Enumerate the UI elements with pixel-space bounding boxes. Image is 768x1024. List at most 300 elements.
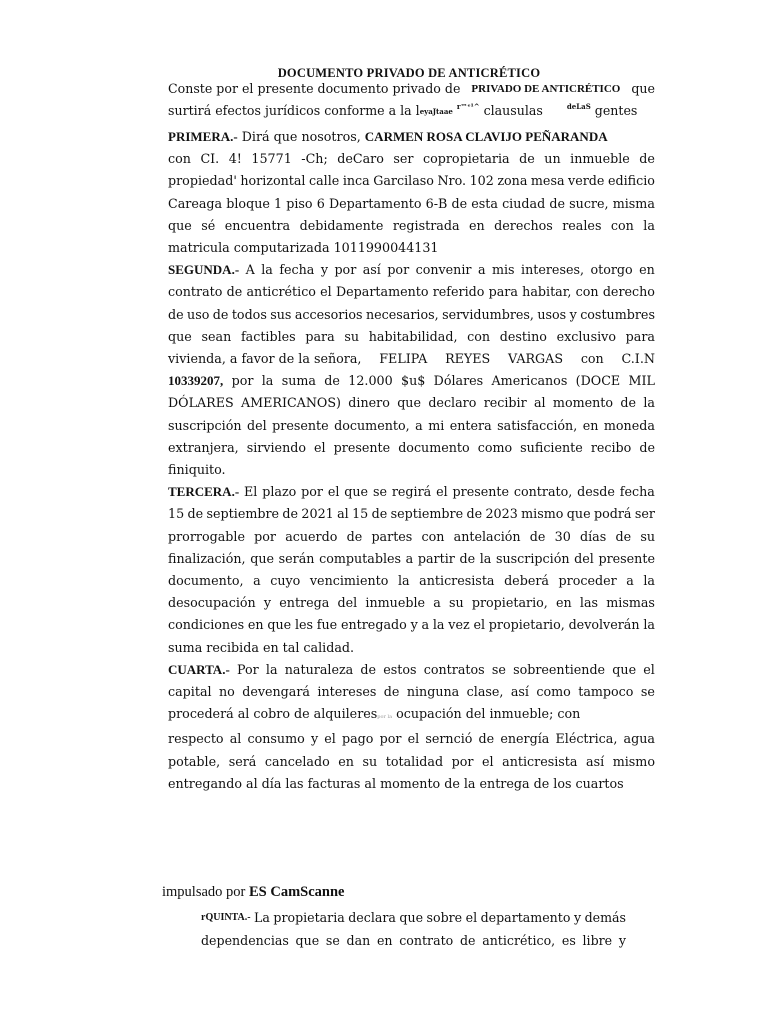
word: accesorios bbox=[294, 306, 363, 322]
word: a bbox=[421, 617, 430, 633]
clause-text: vivienda, a favor de la señora, bbox=[168, 351, 362, 367]
clause-heading: PRIMERA.- bbox=[168, 129, 238, 144]
word: intereses bbox=[317, 684, 377, 700]
word: suscripción bbox=[168, 417, 242, 433]
word: potable, bbox=[168, 753, 221, 769]
word: ser bbox=[634, 506, 655, 522]
word: la bbox=[479, 550, 492, 566]
word: clase, bbox=[466, 684, 504, 700]
word: mesa bbox=[530, 173, 565, 189]
word: les bbox=[294, 617, 314, 633]
word: anticrético, bbox=[482, 933, 556, 948]
clause-line bbox=[168, 304, 655, 326]
clause-line bbox=[168, 259, 655, 281]
word: a bbox=[253, 573, 261, 589]
word: fue bbox=[316, 617, 338, 633]
word: contrato, bbox=[513, 484, 573, 500]
word: el bbox=[482, 753, 494, 769]
party-name: CARMEN ROSA CLAVIJO PEÑARANDA bbox=[364, 129, 608, 144]
word: de bbox=[371, 506, 388, 522]
document-title: DOCUMENTO PRIVADO DE ANTICRÉTICO bbox=[277, 66, 541, 80]
word: otorgo bbox=[590, 262, 633, 278]
word: de bbox=[168, 306, 184, 322]
word: por bbox=[254, 528, 276, 544]
word: por bbox=[451, 753, 474, 769]
word: deberá bbox=[504, 573, 549, 589]
word: Americanos bbox=[491, 373, 568, 389]
word: contrato bbox=[168, 284, 223, 300]
word: con bbox=[168, 151, 191, 167]
word: el bbox=[324, 731, 336, 747]
id-number: 10339207, bbox=[168, 373, 224, 389]
word: mi bbox=[428, 417, 445, 433]
camscanner-watermark bbox=[162, 884, 344, 901]
word: para bbox=[625, 328, 655, 344]
word: en bbox=[556, 595, 572, 611]
word: exclusivo bbox=[556, 328, 616, 344]
clause-line bbox=[168, 392, 655, 414]
clause-line bbox=[168, 348, 655, 370]
word: satisfacción, bbox=[497, 417, 578, 433]
word: recibo bbox=[590, 439, 632, 455]
word: copropietaria bbox=[423, 151, 510, 167]
garbled-ocr-text: eyaJtaae bbox=[419, 107, 453, 116]
word: declaro bbox=[428, 395, 477, 411]
watermark-brand: ES CamScanne bbox=[249, 884, 345, 900]
word: desocupación bbox=[168, 595, 256, 611]
word: inmueble bbox=[365, 595, 426, 611]
word: como bbox=[477, 439, 513, 455]
word: prorrogable bbox=[168, 528, 245, 544]
word: dependencias bbox=[201, 933, 289, 948]
word: de bbox=[324, 373, 340, 389]
word: Nro. bbox=[437, 173, 467, 189]
word: es bbox=[561, 933, 576, 948]
word: y bbox=[320, 262, 328, 278]
word: el bbox=[320, 284, 332, 300]
clause-line bbox=[168, 659, 655, 681]
word: el bbox=[407, 731, 420, 747]
word: anticresista bbox=[502, 753, 578, 769]
word: acuerdo bbox=[285, 528, 338, 544]
word: VARGAS bbox=[508, 351, 564, 367]
word: contrato bbox=[399, 933, 454, 948]
word: documento, bbox=[168, 573, 244, 589]
word: cuyo bbox=[270, 573, 301, 589]
word: declara bbox=[348, 910, 396, 925]
word: de bbox=[529, 528, 546, 544]
word: 2021 bbox=[301, 506, 334, 522]
word: sean bbox=[201, 328, 232, 344]
word: propietario, bbox=[471, 595, 548, 611]
word: departamento bbox=[480, 910, 571, 925]
word: todos bbox=[231, 306, 267, 322]
word: intereses, bbox=[521, 262, 585, 278]
word: su bbox=[640, 528, 655, 544]
word: días bbox=[580, 528, 607, 544]
word: anticresista bbox=[419, 573, 495, 589]
word: suficiente bbox=[520, 439, 583, 455]
word: de bbox=[615, 528, 632, 544]
word: 102 bbox=[469, 173, 494, 189]
word: misma bbox=[612, 195, 655, 211]
word: de bbox=[383, 684, 400, 700]
word: por bbox=[334, 262, 357, 278]
word: devolverán bbox=[568, 617, 640, 633]
word: con bbox=[467, 328, 491, 344]
clause-line bbox=[168, 281, 655, 303]
word: habitar, bbox=[522, 284, 572, 300]
garbled-ocr-text: r™ᵉ¹^ bbox=[456, 102, 480, 111]
word: $u$ bbox=[401, 373, 426, 389]
word: Por bbox=[236, 661, 259, 677]
word: que bbox=[344, 484, 369, 500]
word: contratos bbox=[423, 661, 485, 677]
word: 15771 bbox=[251, 151, 292, 167]
word: zona bbox=[497, 173, 528, 189]
word: factibles bbox=[240, 328, 296, 344]
word: Dólares bbox=[433, 373, 484, 389]
clause-line bbox=[168, 126, 655, 148]
word: antelación bbox=[453, 528, 521, 544]
word: horizontal bbox=[240, 173, 306, 189]
word: la bbox=[265, 661, 278, 677]
word: plazo bbox=[262, 484, 297, 500]
word: REYES bbox=[445, 351, 491, 367]
word: servidumbres, bbox=[442, 306, 534, 322]
word: con bbox=[575, 284, 599, 300]
word: necesarios, bbox=[365, 306, 439, 322]
word: como bbox=[536, 684, 571, 700]
clause-cuarta bbox=[168, 659, 655, 795]
word: finalización, bbox=[168, 550, 246, 566]
faded-text: por la bbox=[377, 714, 393, 721]
word: la bbox=[643, 395, 655, 411]
word: uso bbox=[187, 306, 210, 322]
word: que bbox=[397, 395, 421, 411]
intro-line-1 bbox=[168, 80, 655, 98]
word: 2023 bbox=[485, 506, 518, 522]
word: la bbox=[261, 262, 273, 278]
word: se bbox=[491, 661, 506, 677]
word: derechos bbox=[494, 217, 553, 233]
word: en bbox=[639, 262, 655, 278]
word: estos bbox=[383, 661, 417, 677]
word: DÓLARES bbox=[168, 395, 234, 411]
word: dan bbox=[346, 933, 371, 948]
word: del bbox=[337, 595, 358, 611]
word: por bbox=[231, 373, 254, 389]
clause-line bbox=[168, 526, 655, 548]
word: a bbox=[433, 595, 441, 611]
word: a bbox=[626, 573, 634, 589]
clause-line bbox=[168, 370, 655, 392]
word: documento, bbox=[334, 417, 410, 433]
word: Departamento bbox=[335, 284, 429, 300]
word: su bbox=[448, 595, 464, 611]
word: 4! bbox=[228, 151, 242, 167]
clause-line bbox=[168, 570, 655, 592]
word: el bbox=[327, 484, 340, 500]
word: la bbox=[643, 217, 655, 233]
word: cancelado bbox=[264, 753, 330, 769]
word: septiembre bbox=[206, 506, 280, 522]
word: MIL bbox=[628, 373, 655, 389]
word: la bbox=[432, 617, 445, 633]
intro-bold-term: PRIVADO DE ANTICRÉTICO bbox=[471, 83, 621, 95]
word: agua bbox=[623, 731, 655, 747]
word: la bbox=[643, 573, 655, 589]
word: usos bbox=[537, 306, 567, 322]
word: condiciones bbox=[168, 617, 245, 633]
clause-line-last: suma recibida en tal calidad. bbox=[168, 639, 355, 655]
word: esta bbox=[471, 195, 498, 211]
word: se bbox=[325, 933, 340, 948]
word: para bbox=[488, 284, 518, 300]
word: presente bbox=[333, 439, 391, 455]
word: a bbox=[415, 417, 423, 433]
word: encuentra bbox=[224, 217, 291, 233]
intro-text: gentes bbox=[594, 103, 638, 118]
document-body bbox=[168, 126, 655, 795]
clause-line bbox=[168, 481, 655, 503]
word: mismo bbox=[521, 506, 564, 522]
word: el bbox=[436, 484, 448, 500]
word: inmueble bbox=[570, 151, 630, 167]
word: con bbox=[610, 217, 634, 233]
word: suma bbox=[281, 373, 316, 389]
word: por bbox=[387, 262, 410, 278]
word: de bbox=[478, 731, 495, 747]
word: vencimiento bbox=[309, 573, 389, 589]
word: el bbox=[643, 661, 655, 677]
word: podrá bbox=[593, 506, 632, 522]
clause-heading: CUARTA.- bbox=[168, 661, 230, 677]
word: y bbox=[618, 933, 626, 948]
word: que bbox=[566, 506, 591, 522]
word: fecha bbox=[279, 262, 315, 278]
word: el bbox=[473, 617, 486, 633]
word: 30 bbox=[554, 528, 571, 544]
word: por bbox=[379, 731, 402, 747]
word: del bbox=[247, 417, 267, 433]
clause-line bbox=[201, 906, 626, 929]
word: respecto bbox=[168, 731, 224, 747]
word: demás bbox=[584, 910, 626, 925]
word: partes bbox=[371, 528, 413, 544]
word: no bbox=[218, 684, 235, 700]
word: y bbox=[573, 910, 582, 925]
word: se bbox=[640, 684, 655, 700]
word: capital bbox=[168, 684, 212, 700]
word: en bbox=[376, 933, 393, 948]
word: que bbox=[168, 217, 192, 233]
word: presente bbox=[272, 417, 329, 433]
word: referido bbox=[432, 284, 485, 300]
word: 12.000 bbox=[348, 373, 393, 389]
word: en bbox=[469, 217, 485, 233]
word: Careaga bbox=[168, 195, 223, 211]
word: 1 bbox=[274, 195, 283, 211]
word: que bbox=[168, 328, 192, 344]
word: al bbox=[229, 731, 242, 747]
clause-line bbox=[168, 148, 655, 170]
word: registrada bbox=[392, 217, 460, 233]
clause-line-last: finiquito. bbox=[168, 462, 226, 478]
word: al bbox=[533, 395, 546, 411]
word: libre bbox=[582, 933, 613, 948]
word: mismas bbox=[606, 595, 655, 611]
word: 15 bbox=[168, 506, 185, 522]
word: convenir bbox=[415, 262, 472, 278]
word: se bbox=[372, 484, 387, 500]
word: de bbox=[187, 506, 204, 522]
word: de bbox=[639, 439, 655, 455]
word: y bbox=[310, 731, 319, 747]
word: reales bbox=[562, 217, 602, 233]
word: habitabilidad, bbox=[368, 328, 458, 344]
clause-line bbox=[168, 703, 655, 728]
word: dinero bbox=[348, 395, 390, 411]
word: suscripción bbox=[495, 550, 570, 566]
word: que bbox=[399, 910, 424, 925]
word: energía bbox=[500, 731, 550, 747]
word: de bbox=[360, 661, 377, 677]
clause-line-last: entregando al día las facturas al momento de la entrega de los cuartos bbox=[168, 775, 624, 791]
word: que bbox=[295, 933, 320, 948]
word: de bbox=[519, 151, 535, 167]
word: ninguna bbox=[406, 684, 460, 700]
intro-text: Conste por el presente documento privado de bbox=[168, 81, 461, 96]
clause-line bbox=[168, 681, 655, 703]
intro-text: surtirá efectos jurídicos conforme a la l bbox=[168, 103, 420, 118]
word: A bbox=[245, 262, 255, 278]
word: propiedad' bbox=[168, 173, 237, 189]
word: 6-B bbox=[425, 195, 448, 211]
word: bloque bbox=[226, 195, 270, 211]
clause-line bbox=[168, 170, 655, 192]
word: 15 bbox=[352, 506, 369, 522]
word: que bbox=[267, 617, 292, 633]
word: debidamente bbox=[299, 217, 384, 233]
intro-line-2 bbox=[168, 98, 655, 121]
word: las bbox=[579, 595, 599, 611]
word: calle bbox=[309, 173, 340, 189]
word: Garcilaso bbox=[373, 173, 434, 189]
word: en bbox=[582, 417, 599, 433]
clause-quinta bbox=[201, 906, 626, 952]
word: entera bbox=[449, 417, 492, 433]
word: fecha bbox=[619, 484, 655, 500]
clause-heading: SEGUNDA.- bbox=[168, 262, 240, 278]
word: en bbox=[338, 753, 354, 769]
word: tampoco bbox=[578, 684, 634, 700]
word: moneda bbox=[603, 417, 655, 433]
word: a bbox=[405, 550, 414, 566]
word: 6 bbox=[316, 195, 325, 211]
word: ciudad bbox=[502, 195, 546, 211]
word: a bbox=[477, 262, 486, 278]
word: verde bbox=[568, 173, 605, 189]
word: de bbox=[620, 395, 636, 411]
word: totalidad bbox=[385, 753, 444, 769]
intro-text: clausulas bbox=[483, 103, 543, 118]
word: deCaro bbox=[337, 151, 384, 167]
word: en bbox=[247, 617, 264, 633]
word: destino bbox=[499, 328, 547, 344]
word: para bbox=[305, 328, 335, 344]
word: entregado bbox=[340, 617, 407, 633]
word: sobre bbox=[426, 910, 463, 925]
clause-line bbox=[168, 215, 655, 237]
word: al bbox=[337, 506, 349, 522]
word: computables bbox=[319, 550, 402, 566]
word: mismo bbox=[612, 753, 655, 769]
word: un bbox=[544, 151, 561, 167]
clause-line bbox=[168, 548, 655, 570]
word: de bbox=[466, 506, 483, 522]
clause-heading: TERCERA.- bbox=[168, 484, 240, 500]
word: Departamento bbox=[328, 195, 422, 211]
word: por bbox=[301, 484, 323, 500]
word: que bbox=[612, 661, 637, 677]
word: consumo bbox=[247, 731, 305, 747]
word: naturaleza bbox=[284, 661, 354, 677]
word: inca bbox=[342, 173, 370, 189]
clause-line bbox=[201, 929, 626, 952]
word: sucre, bbox=[569, 195, 609, 211]
word: FELIPA bbox=[379, 351, 428, 367]
word: anticrético bbox=[246, 284, 316, 300]
word: su bbox=[344, 328, 360, 344]
word: el bbox=[314, 439, 326, 455]
word: CI. bbox=[200, 151, 220, 167]
clause-tercera bbox=[168, 481, 655, 659]
garbled-ocr-text: deLaS bbox=[566, 102, 591, 111]
word: C.I.N bbox=[621, 351, 655, 367]
word: piso bbox=[286, 195, 313, 211]
word: extranjera, bbox=[168, 439, 239, 455]
clause-text: procederá al cobro de alquileres bbox=[168, 706, 378, 722]
word: vez bbox=[448, 617, 470, 633]
word: documento bbox=[398, 439, 470, 455]
watermark-prefix: impulsado por bbox=[162, 884, 249, 900]
word: así bbox=[510, 684, 529, 700]
word: con bbox=[421, 528, 445, 544]
word: sé bbox=[201, 217, 216, 233]
word: la bbox=[397, 573, 410, 589]
word: sus bbox=[270, 306, 292, 322]
word: así bbox=[586, 753, 605, 769]
word: devengará bbox=[242, 684, 310, 700]
word: de bbox=[639, 151, 655, 167]
word: que bbox=[250, 550, 275, 566]
word: su bbox=[362, 753, 378, 769]
word: así bbox=[362, 262, 381, 278]
clause-line-last: matricula computarizada 1011990044131 bbox=[168, 240, 439, 256]
word: La bbox=[254, 910, 270, 925]
intro-text-end: que bbox=[631, 81, 655, 96]
clause-line bbox=[168, 503, 655, 525]
word: sernció bbox=[425, 731, 473, 747]
word: la bbox=[643, 617, 655, 633]
word: de bbox=[346, 528, 363, 544]
word: costumbres bbox=[580, 306, 655, 322]
word: El bbox=[244, 484, 258, 500]
clause-text: ocupación del inmueble; con bbox=[396, 706, 581, 722]
word: Eléctrica, bbox=[555, 731, 618, 747]
clause-line bbox=[168, 751, 655, 773]
